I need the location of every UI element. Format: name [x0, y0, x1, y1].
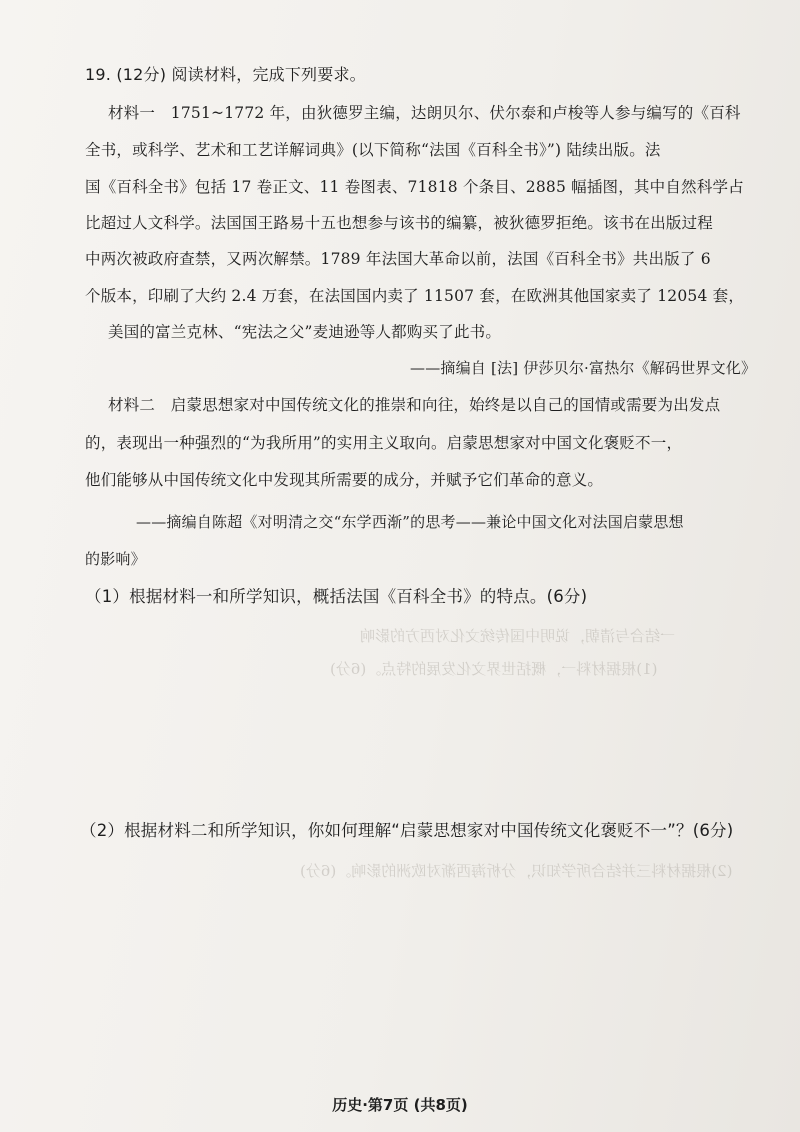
sub-question-2: （2）根据材料二和所学知识，你如何理解“启蒙思想家对中国传统文化褒贬不一”？(6分)	[80, 821, 734, 840]
material-2-line: 他们能够从中国传统文化中发现其所需要的成分，并赋予它们革命的意义。	[85, 471, 604, 489]
page-footer: 历史·第7页 (共8页)	[332, 1096, 468, 1114]
material-1-line: 全书，或科学、艺术和工艺详解词典》(以下简称“法国《百科全书》”) 陆续出版。法	[85, 141, 661, 159]
material-1-line: 中两次被政府查禁，又两次解禁。1789 年法国大革命以前，法国《百科全书》共出版了 6	[85, 250, 711, 268]
material-1-source: ——摘编自 [法] 伊莎贝尔·富热尔《解码世界文化》	[410, 359, 757, 377]
question-header: 19. (12分) 阅读材料，完成下列要求。	[85, 65, 366, 84]
material-2-line: 材料二 启蒙思想家对中国传统文化的推崇和向往，始终是以自己的国情或需要为出发点	[108, 396, 721, 414]
material-2-line: 的，表现出一种强烈的“为我所用”的实用主义取向。启蒙思想家对中国文化褒贬不一，	[85, 434, 683, 452]
material-1-line: 材料一 1751~1772 年，由狄德罗主编，达朗贝尔、伏尔泰和卢梭等人参与编写的《百科	[108, 104, 741, 122]
material-1-line: 美国的富兰克林、“宪法之父”麦迪逊等人都购买了此书。	[108, 323, 502, 341]
bleed-through-text: (2)根据材料三并结合所学知识，分析海西渐对欧洲的影响。(6分)	[300, 862, 733, 880]
material-1-line: 国《百科全书》包括 17 卷正文、11 卷图表、71818 个条目、2885 幅插图，其中自然科学占	[85, 178, 744, 196]
material-1-line: 比超过人文科学。法国国王路易十五也想参与该书的编纂，被狄德罗拒绝。该书在出版过程	[85, 214, 714, 232]
material-1-line: 个版本，印刷了大约 2.4 万套，在法国国内卖了 11507 套，在欧洲其他国家卖了 12054 套，	[85, 287, 745, 305]
material-2-source: 的影响》	[85, 550, 146, 568]
bleed-through-text: 一结合与清朝，说明中国传统文化对西方的影响	[360, 627, 676, 645]
sub-question-1: （1）根据材料一和所学知识，概括法国《百科全书》的特点。(6分)	[85, 587, 588, 606]
material-2-source: ——摘编自陈超《对明清之交“东学西渐”的思考——兼论中国文化对法国启蒙思想	[136, 513, 684, 531]
bleed-through-text: (1)根据材料一，概括世界文化发展的特点。(6分)	[330, 660, 658, 678]
